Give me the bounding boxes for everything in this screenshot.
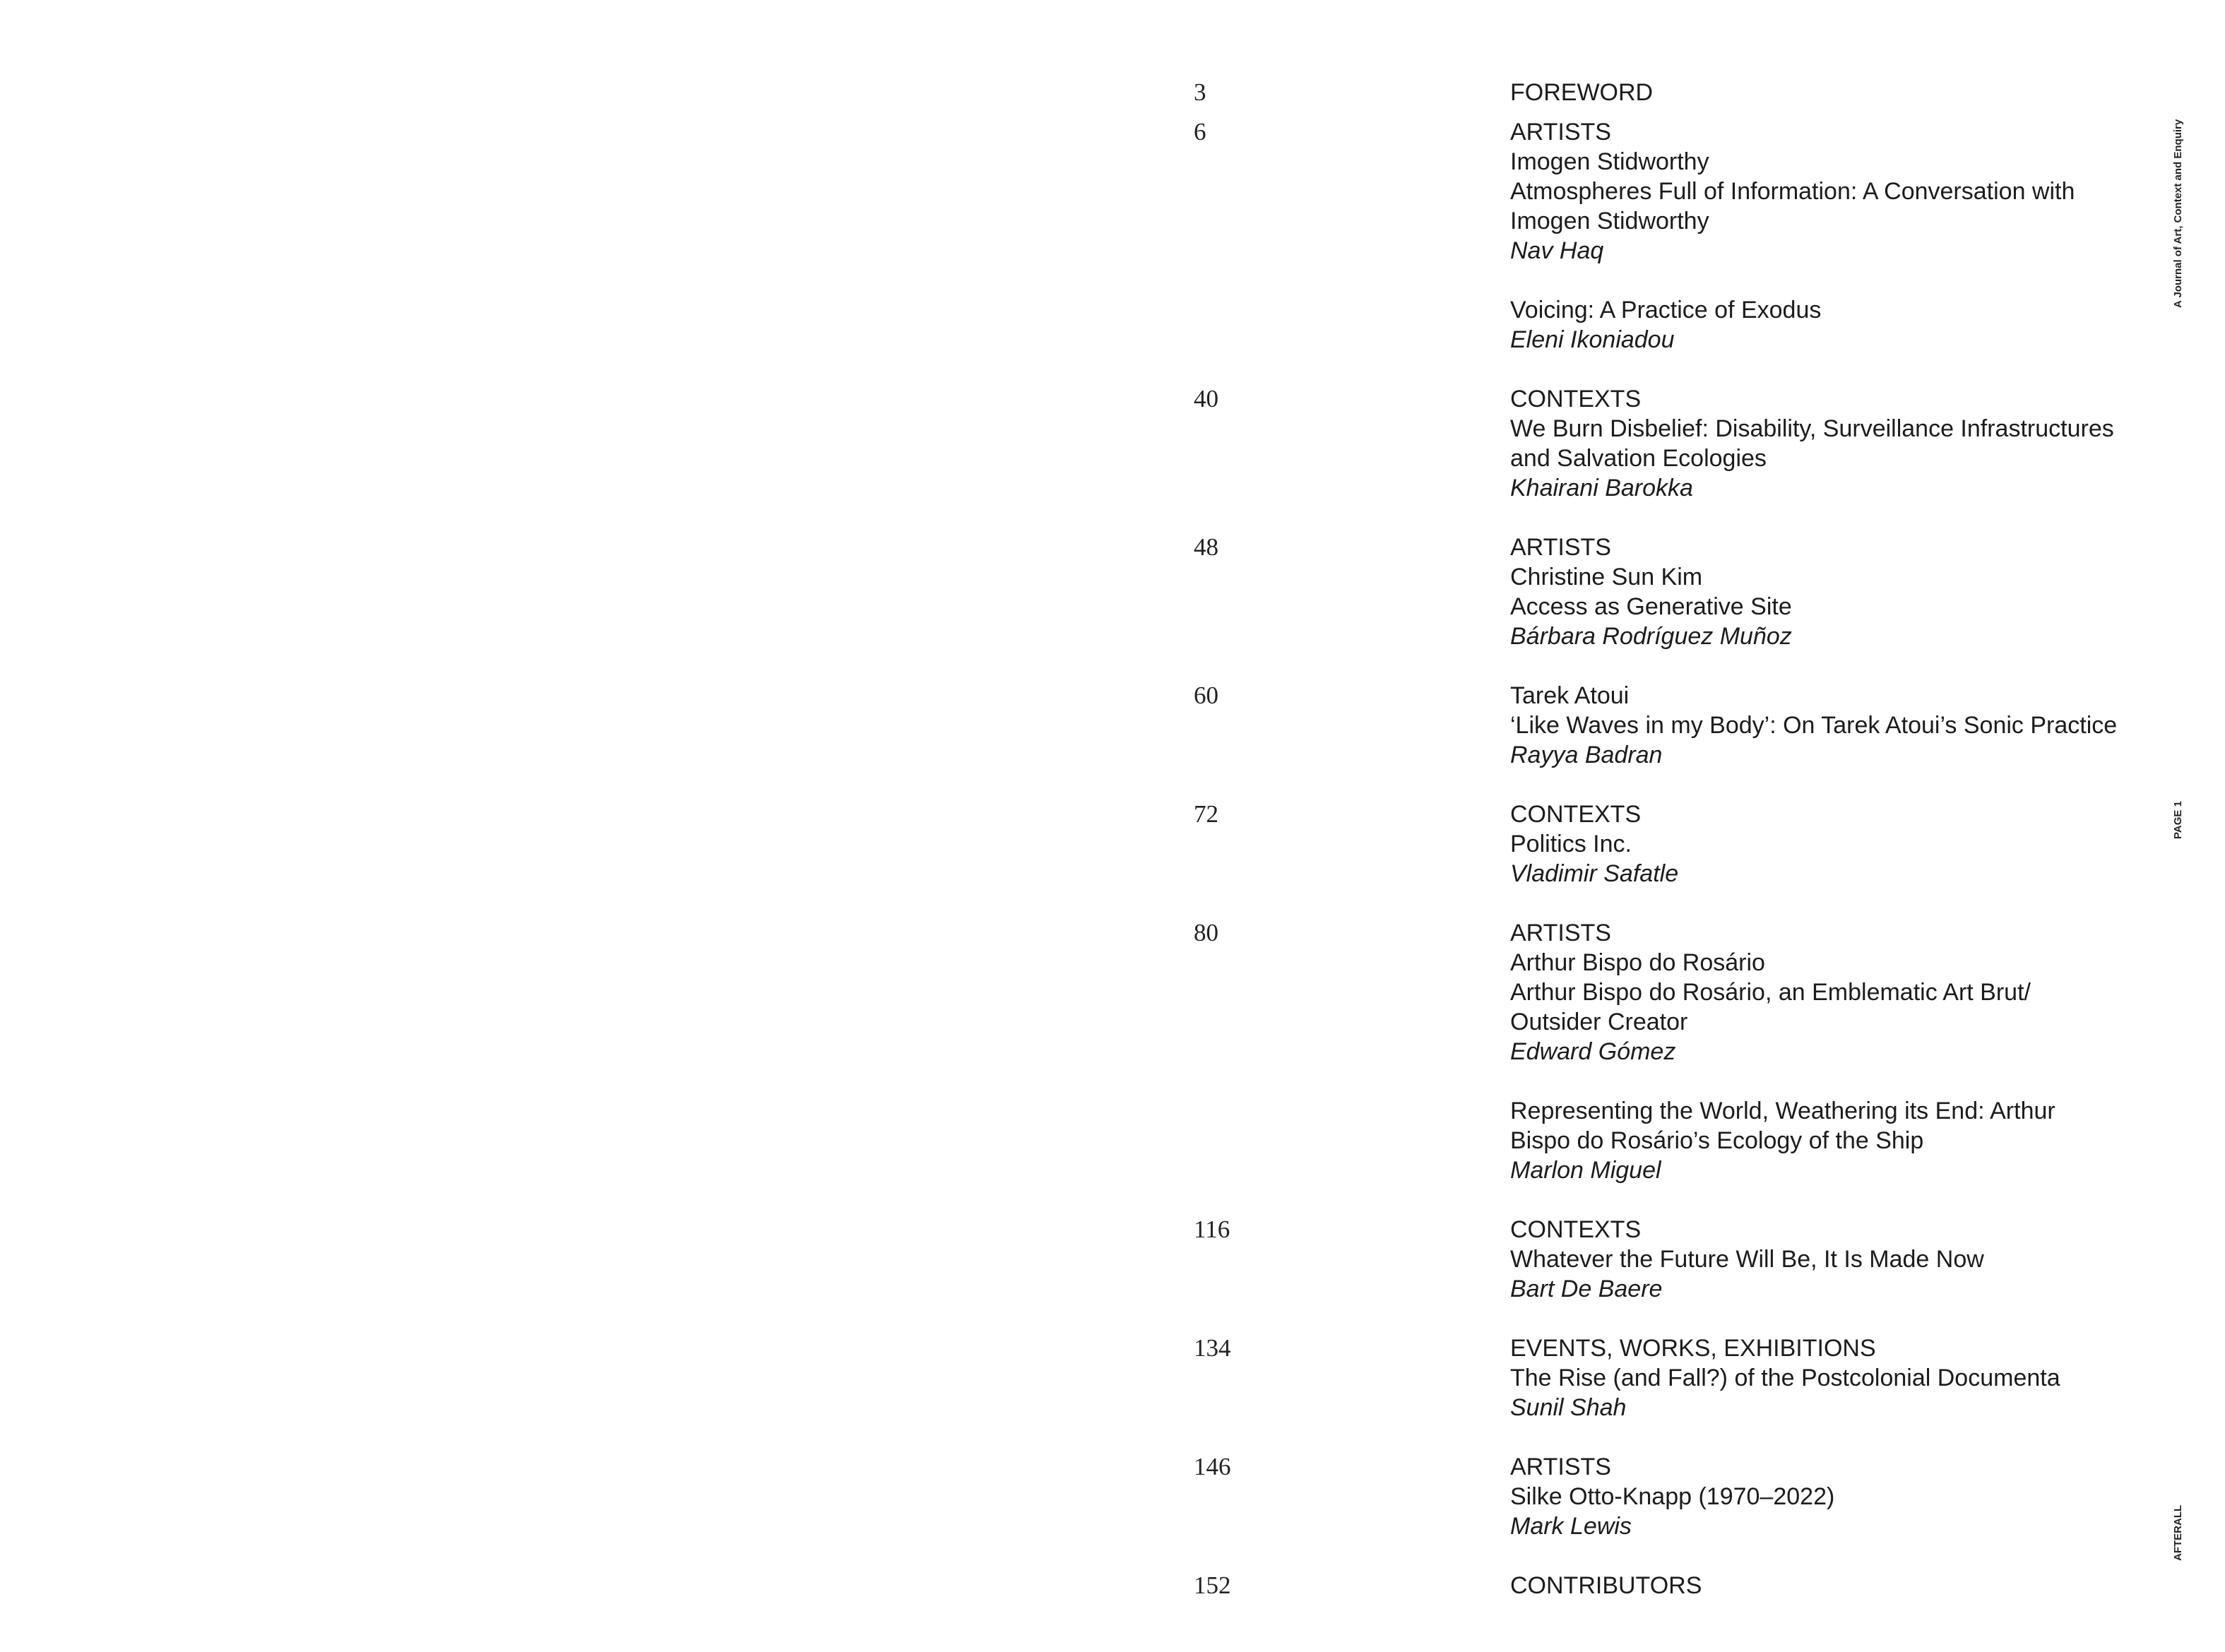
toc-title-line: Whatever the Future Will Be, It Is Made Now xyxy=(1510,1246,1984,1273)
toc-page-number: 72 xyxy=(1194,800,1218,828)
toc-entry-text xyxy=(1510,384,2132,503)
toc-entry-text xyxy=(1510,1096,2132,1185)
toc-entry-text xyxy=(1510,1452,2132,1541)
toc-title-line: ARTISTS xyxy=(1510,920,1611,946)
toc-title-line: Silke Otto-Knapp (1970–2022) xyxy=(1510,1483,1835,1510)
journal-subtitle: A Journal of Art, Context and Enquiry xyxy=(2172,119,2184,308)
toc-page-number: 3 xyxy=(1194,78,1206,106)
toc-title-line: Imogen Stidworthy xyxy=(1510,208,1709,234)
toc-author: Bart De Baere xyxy=(1510,1276,1663,1302)
toc-entry-text xyxy=(1510,1215,2132,1304)
toc-title-line: Bispo do Rosário’s Ecology of the Ship xyxy=(1510,1127,1924,1154)
toc-entry-text xyxy=(1510,800,2132,889)
toc-title-line: Tarek Atoui xyxy=(1510,682,1630,709)
toc-author: Edward Gómez xyxy=(1510,1038,1676,1065)
toc-page-number: 80 xyxy=(1194,919,1218,946)
toc-title-line: Arthur Bispo do Rosário, an Emblematic Art Brut/ xyxy=(1510,979,2031,1006)
toc-page-number: 152 xyxy=(1194,1571,1231,1599)
toc-page-number: 116 xyxy=(1194,1216,1230,1243)
toc-title-line: FOREWORD xyxy=(1510,79,1654,106)
toc-title-line: Imogen Stidworthy xyxy=(1510,148,1709,175)
toc-author: Khairani Barokka xyxy=(1510,475,1693,501)
toc-title-line: The Rise (and Fall?) of the Postcolonial Documenta xyxy=(1510,1365,2060,1391)
toc-title-line: Representing the World, Weathering its End: Arthur xyxy=(1510,1098,2055,1124)
toc-title-line: ARTISTS xyxy=(1510,1454,1611,1480)
toc-author: Sunil Shah xyxy=(1510,1394,1627,1421)
toc-entry-text xyxy=(1510,117,2132,266)
toc-title-line: We Burn Disbelief: Disability, Surveillance Infrastructures xyxy=(1510,415,2114,442)
toc-title-line: Arthur Bispo do Rosário xyxy=(1510,949,1765,976)
toc-title-line: Voicing: A Practice of Exodus xyxy=(1510,297,1822,323)
toc-title-line: CONTEXTS xyxy=(1510,801,1642,828)
toc-author: Bárbara Rodríguez Muñoz xyxy=(1510,623,1792,650)
toc-page-number: 48 xyxy=(1194,533,1218,561)
toc-title-line: Politics Inc. xyxy=(1510,831,1632,857)
toc-page-number: 40 xyxy=(1194,385,1218,412)
toc-title-line: CONTEXTS xyxy=(1510,1216,1642,1243)
toc-page-number: 60 xyxy=(1194,682,1218,709)
toc-page-number: 146 xyxy=(1194,1453,1231,1480)
brand-name: AFTERALL xyxy=(2172,1504,2184,1561)
toc-entry-text xyxy=(1510,681,2132,770)
toc-entry-text xyxy=(1510,533,2132,651)
toc-title-line: and Salvation Ecologies xyxy=(1510,445,1767,472)
toc-title-line: Outsider Creator xyxy=(1510,1009,1688,1035)
page-label: PAGE 1 xyxy=(2172,801,2184,839)
toc-entry-text xyxy=(1510,295,2132,355)
toc-title-line: CONTRIBUTORS xyxy=(1510,1572,1702,1599)
toc-title-line: ARTISTS xyxy=(1510,534,1611,561)
toc-title-line: Christine Sun Kim xyxy=(1510,564,1703,590)
toc-author: Eleni Ikoniadou xyxy=(1510,326,1675,353)
toc-author: Mark Lewis xyxy=(1510,1513,1632,1540)
toc-title-line: Access as Generative Site xyxy=(1510,593,1792,620)
toc-title-line: Atmospheres Full of Information: A Conversation with xyxy=(1510,178,2075,205)
toc-author: Marlon Miguel xyxy=(1510,1157,1661,1184)
toc-author: Vladimir Safatle xyxy=(1510,860,1679,887)
toc-author: Nav Haq xyxy=(1510,237,1604,264)
toc-title-line: ARTISTS xyxy=(1510,119,1611,145)
toc-entry-text xyxy=(1510,1333,2132,1422)
toc-title-line: ‘Like Waves in my Body’: On Tarek Atoui’s Sonic Practice xyxy=(1510,712,2118,739)
toc-title-line: EVENTS, WORKS, EXHIBITIONS xyxy=(1510,1335,1876,1362)
toc-title-line: CONTEXTS xyxy=(1510,386,1642,412)
toc-entry-text xyxy=(1510,78,2132,107)
toc-author: Rayya Badran xyxy=(1510,742,1663,768)
toc-page-number: 134 xyxy=(1194,1334,1231,1362)
toc-page-number: 6 xyxy=(1194,118,1206,145)
toc-entry-text xyxy=(1510,1571,2132,1600)
toc-entry-text xyxy=(1510,918,2132,1066)
